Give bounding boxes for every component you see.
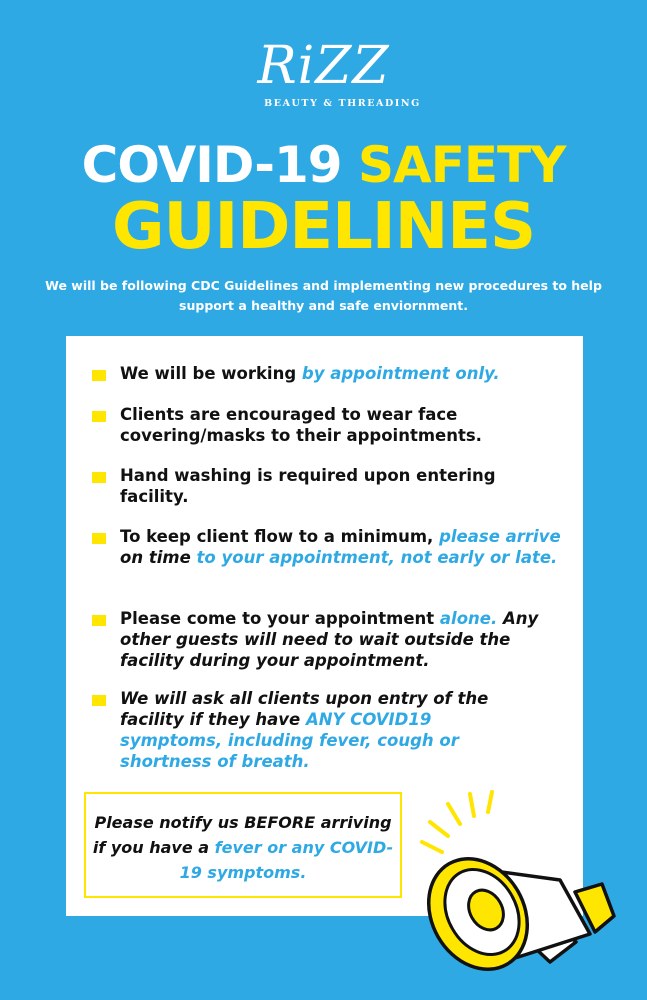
notice-box: [84, 792, 402, 898]
guideline-text: To keep client flow to a minimum, please arrive on time to your appointment, not early or late.: [120, 527, 561, 567]
brand-logo: [0, 36, 647, 109]
bullet-icon: [92, 533, 106, 544]
bullet-icon: [92, 615, 106, 626]
title-line-2: GUIDELINES: [111, 190, 536, 264]
guideline-item: [92, 526, 562, 568]
intro-text: We will be following CDC Guidelines and implementing new procedures to help support a healthy and safe enviornment.: [45, 278, 602, 313]
guideline-item: [92, 363, 562, 384]
title-covid: COVID-19: [81, 136, 342, 194]
bullet-icon: [92, 411, 106, 422]
guideline-text: Hand washing is required upon entering facility.: [120, 466, 496, 506]
bullet-icon: [92, 370, 106, 381]
guideline-item: [92, 404, 562, 446]
bullet-icon: [92, 695, 106, 706]
guideline-text: We will ask all clients upon entry of the facility if they have ANY COVID19 symptoms, including fever, cough or shortness of breath.: [120, 689, 489, 771]
bullet-icon: [92, 472, 106, 483]
guideline-text: Please come to your appointment alone. Any other guests will need to wait outside the facility during your appointment.: [120, 609, 539, 670]
guideline-text: Clients are encouraged to wear face covering/masks to their appointments.: [120, 405, 482, 445]
megaphone-icon: [400, 784, 620, 974]
title-line-1: [0, 136, 647, 194]
guideline-item: [92, 688, 562, 772]
guideline-item: [92, 465, 562, 507]
brand-tagline: BEAUTY & THREADING: [264, 98, 421, 109]
brand-name: RiZZ: [257, 36, 390, 96]
guideline-item: [92, 608, 562, 671]
title-safety: SAFETY: [358, 136, 566, 194]
notice-text: Please notify us BEFORE arriving if you have a fever or any COVID-19 symptoms.: [92, 813, 394, 882]
guideline-text: We will be working by appointment only.: [120, 364, 500, 383]
